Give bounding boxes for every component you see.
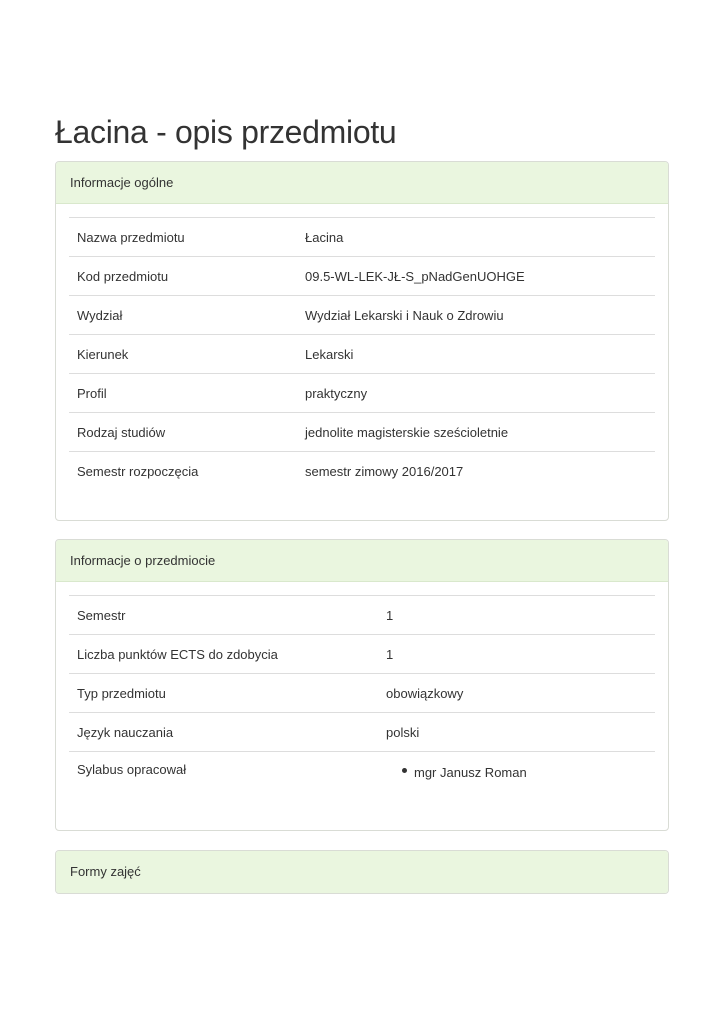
syllabus-authors-cell	[378, 752, 655, 801]
table-row	[69, 296, 655, 335]
panel-heading: Informacje ogólne	[56, 162, 668, 204]
row-value: 09.5-WL-LEK-JŁ-S_pNadGenUOHGE	[297, 257, 655, 296]
row-label: Semestr rozpoczęcia	[69, 452, 297, 491]
table-row	[69, 335, 655, 374]
table-row	[69, 257, 655, 296]
row-value: Łacina	[297, 218, 655, 257]
row-label: Profil	[69, 374, 297, 413]
course-info-panel	[55, 539, 669, 831]
row-value: Wydział Lekarski i Nauk o Zdrowiu	[297, 296, 655, 335]
row-value: 1	[378, 635, 655, 674]
row-label: Sylabus opracował	[69, 752, 378, 801]
row-label: Kod przedmiotu	[69, 257, 297, 296]
row-label: Typ przedmiotu	[69, 674, 378, 713]
row-value: Lekarski	[297, 335, 655, 374]
row-label: Semestr	[69, 596, 378, 635]
row-value: obowiązkowy	[378, 674, 655, 713]
row-label: Liczba punktów ECTS do zdobycia	[69, 635, 378, 674]
table-row	[69, 713, 655, 752]
general-info-panel	[55, 161, 669, 521]
row-label: Język nauczania	[69, 713, 378, 752]
table-row	[69, 218, 655, 257]
syllabus-authors-list	[386, 758, 647, 782]
table-row	[69, 674, 655, 713]
table-row	[69, 752, 655, 801]
row-value: praktyczny	[297, 374, 655, 413]
row-label: Nazwa przedmiotu	[69, 218, 297, 257]
page-title: Łacina - opis przedmiotu	[55, 114, 397, 150]
row-value: semestr zimowy 2016/2017	[297, 452, 655, 491]
table-row	[69, 452, 655, 491]
table-row	[69, 374, 655, 413]
table-row	[69, 596, 655, 635]
general-info-table	[69, 217, 655, 490]
course-info-table	[69, 595, 655, 800]
row-value: polski	[378, 713, 655, 752]
row-value: 1	[378, 596, 655, 635]
list-item: mgr Janusz Roman	[414, 758, 647, 782]
row-label: Wydział	[69, 296, 297, 335]
table-row	[69, 635, 655, 674]
panel-heading: Informacje o przedmiocie	[56, 540, 668, 582]
row-label: Kierunek	[69, 335, 297, 374]
row-label: Rodzaj studiów	[69, 413, 297, 452]
row-value: jednolite magisterskie sześcioletnie	[297, 413, 655, 452]
panel-heading: Formy zajęć	[56, 851, 668, 893]
forms-panel	[55, 850, 669, 894]
table-row	[69, 413, 655, 452]
